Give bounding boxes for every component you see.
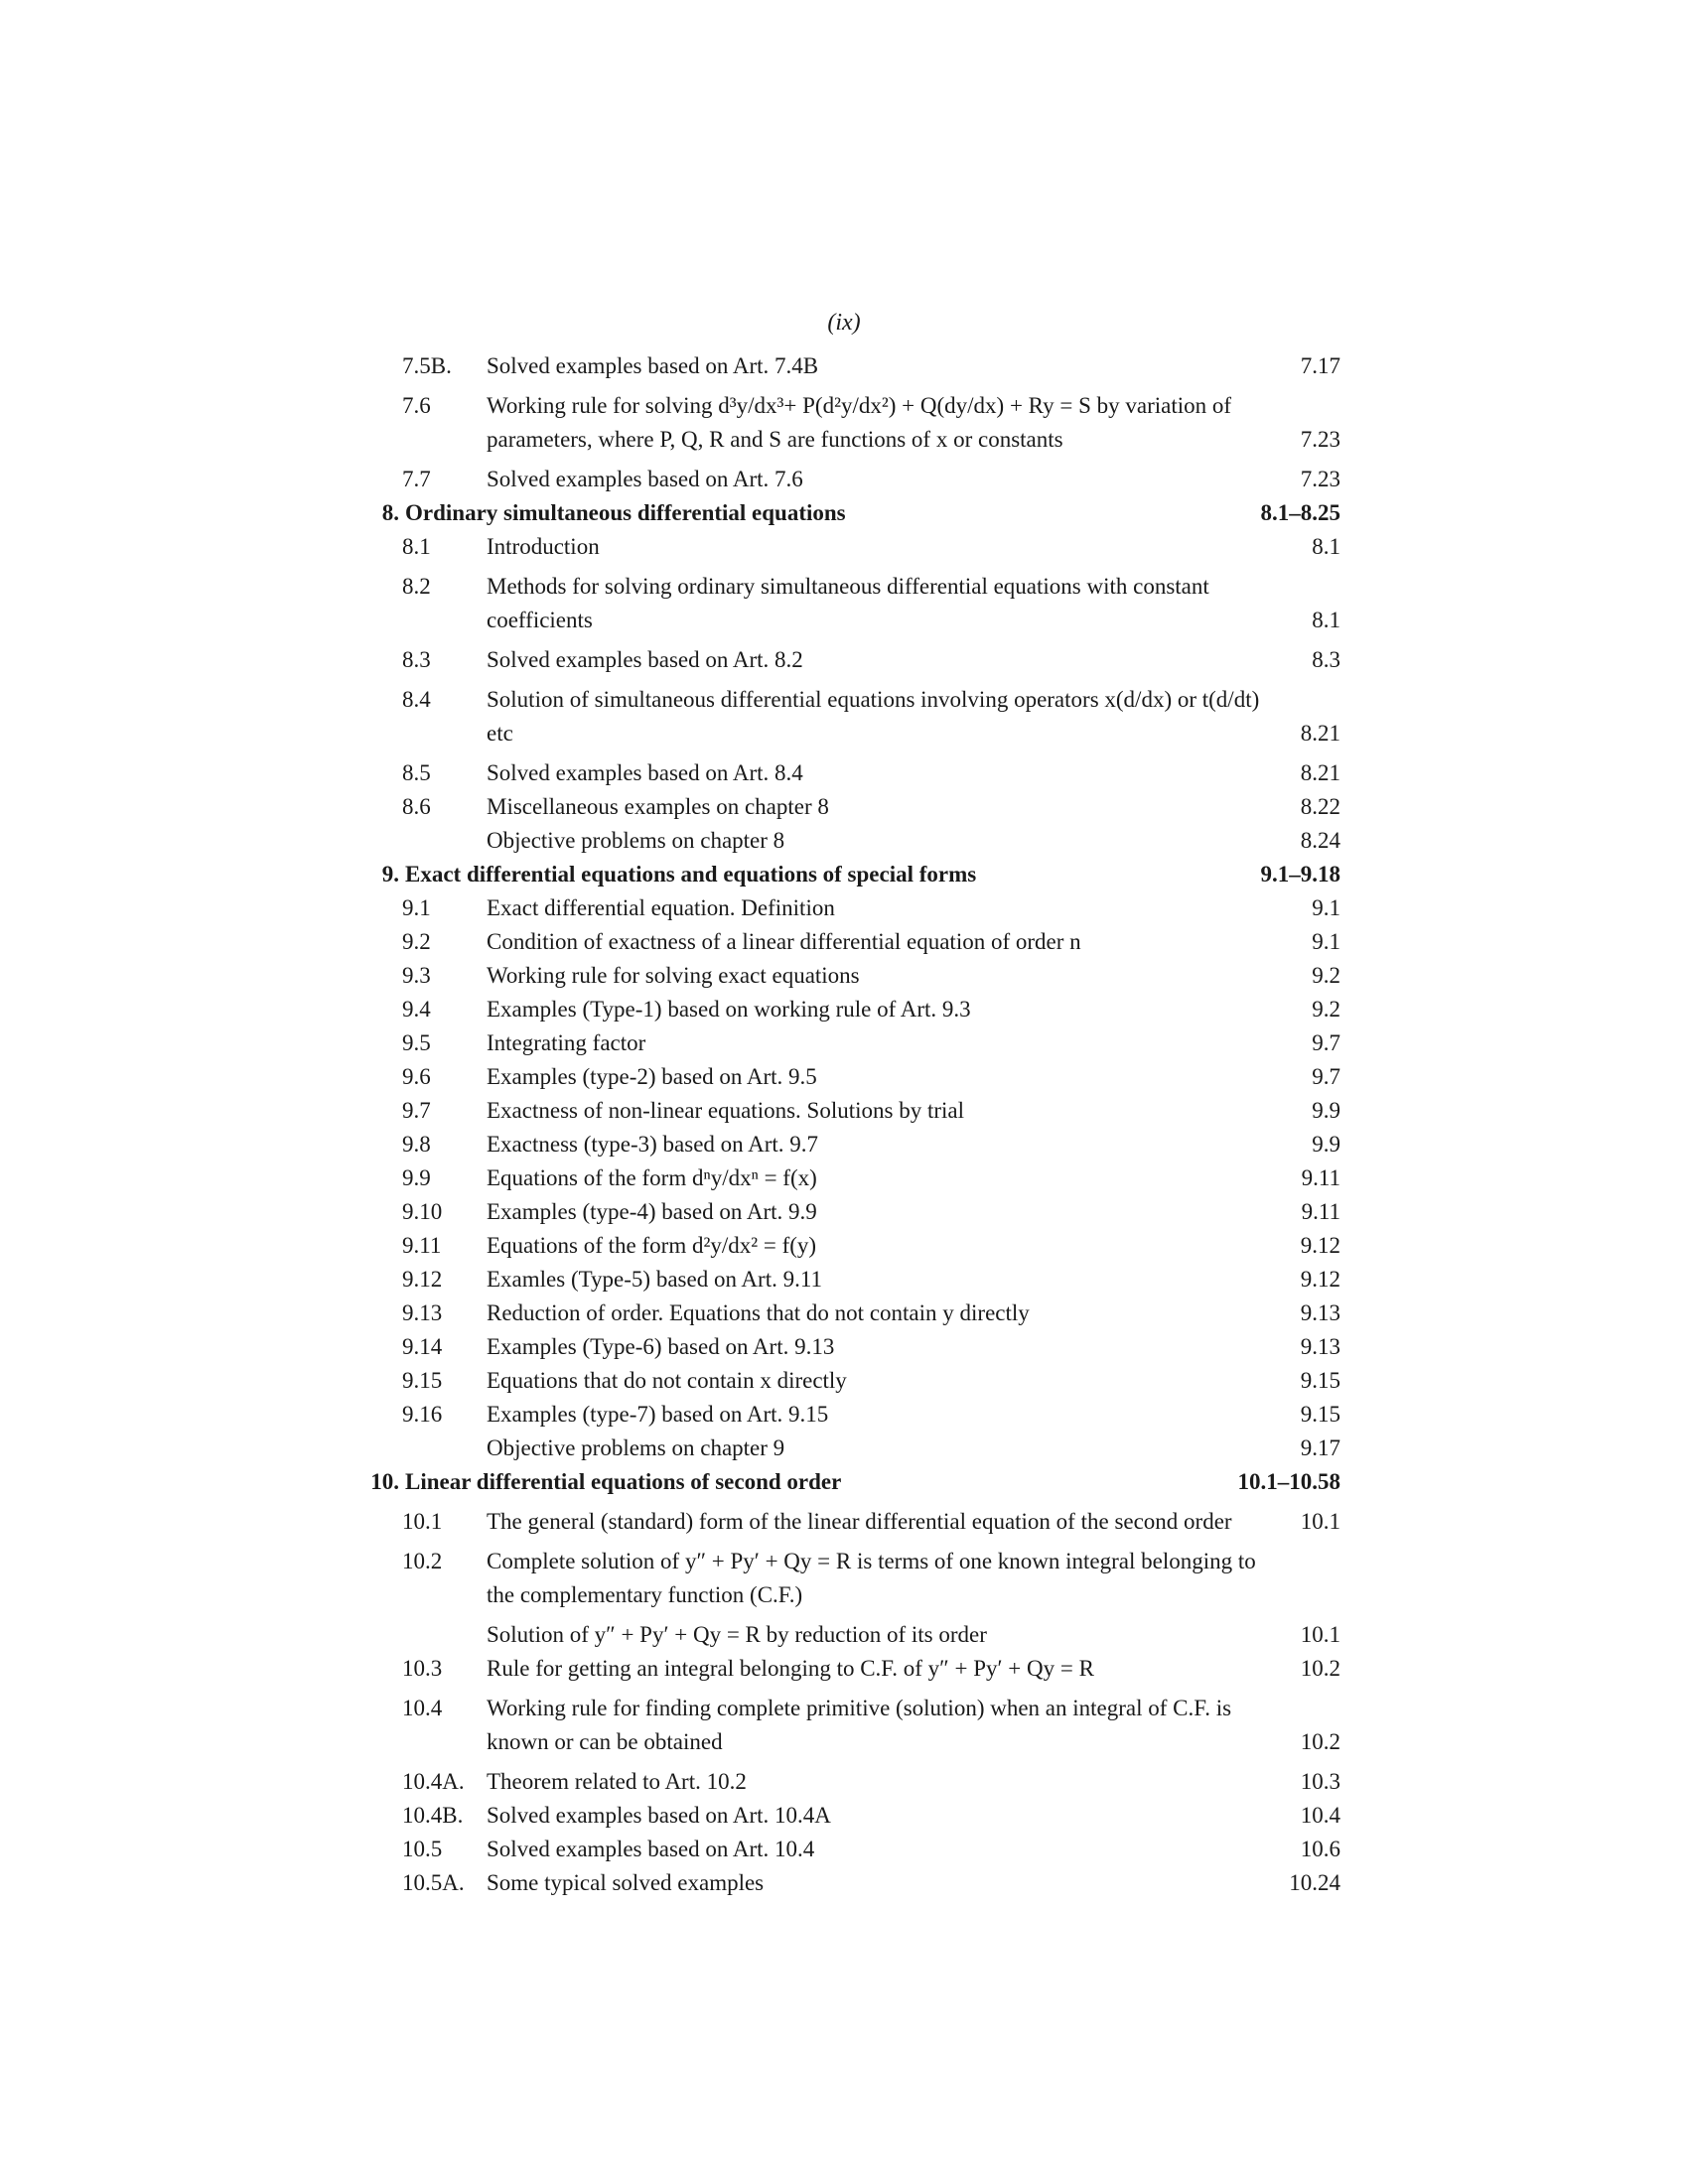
toc-entry-page: 8.21 — [1300, 760, 1340, 785]
toc-entry-title: Objective problems on chapter 9 — [487, 1435, 785, 1460]
toc-entry-number: 9.12 — [402, 1267, 443, 1292]
toc-entry-page: 10.24 — [1289, 1870, 1340, 1895]
toc-section-row — [338, 1330, 1340, 1364]
toc-section-row — [338, 925, 1340, 959]
toc-section-row — [338, 1263, 1340, 1297]
toc-entry-number: 8.1 — [402, 534, 431, 559]
toc-entry-number: 10.3 — [402, 1656, 443, 1681]
toc-section-row — [338, 349, 1340, 383]
toc-entry-page: 8.1 — [1312, 608, 1340, 632]
toc-entry-number: 9.11 — [402, 1233, 442, 1258]
toc-entry-title: Working rule for solving d³y/dx³+ P(d²y/dx²) + Q(dy/dx) + Ry = S by variation of parameters, where P, Q, R and S are functions of x or constants — [487, 393, 1232, 452]
toc-section-row — [338, 1765, 1340, 1799]
toc-entry-title: Solved examples based on Art. 10.4 — [487, 1837, 815, 1861]
toc-entry-title: Examples (Type-6) based on Art. 9.13 — [487, 1334, 835, 1359]
toc-entry-number: 9.16 — [402, 1402, 443, 1427]
toc-section-row — [338, 1128, 1340, 1161]
toc-entry-number: 8.2 — [402, 574, 431, 599]
toc-section-row — [338, 1692, 1340, 1759]
toc-entry-page: 7.23 — [1300, 427, 1340, 452]
toc-entry-title: Reduction of order. Equations that do not contain y directly — [487, 1300, 1030, 1325]
toc-entry-page: 8.24 — [1300, 828, 1340, 853]
toc-entry-number: 10.5 — [402, 1837, 443, 1861]
toc-entry-title: Theorem related to Art. 10.2 — [487, 1769, 747, 1794]
toc-entry-number: 9.3 — [402, 963, 431, 988]
toc-entry-title: Examples (Type-1) based on working rule of Art. 9.3 — [487, 997, 971, 1022]
toc-entry-title: Working rule for solving exact equations — [487, 963, 860, 988]
toc-entry-number: 9. — [381, 862, 399, 887]
toc-entry-number: 8.4 — [402, 687, 431, 712]
toc-entry-page: 9.1 — [1312, 929, 1340, 954]
toc-entry-number: 9.9 — [402, 1165, 431, 1190]
toc-entry-number: 9.13 — [402, 1300, 443, 1325]
toc-entry-number: 9.2 — [402, 929, 431, 954]
toc-entry-number: 9.1 — [402, 895, 431, 920]
toc-entry-title: Examles (Type-5) based on Art. 9.11 — [487, 1267, 822, 1292]
toc-entry-page: 9.17 — [1300, 1435, 1340, 1460]
toc-section-row — [338, 891, 1340, 925]
toc-entry-page: 9.15 — [1300, 1368, 1340, 1393]
toc-entry-page: 8.22 — [1300, 794, 1340, 819]
toc-entry-page: 10.1 — [1300, 1622, 1340, 1647]
toc-section-row — [338, 463, 1340, 496]
toc-section-row — [338, 570, 1340, 637]
toc-entry-number: 9.15 — [402, 1368, 443, 1393]
toc-section-row — [338, 1618, 1340, 1652]
toc-entry-title: Ordinary simultaneous differential equations — [405, 500, 846, 525]
toc-entry-page: 10.4 — [1300, 1803, 1340, 1828]
toc-entry-page: 9.9 — [1312, 1098, 1340, 1123]
toc-entry-page: 9.2 — [1312, 997, 1340, 1022]
toc-entry-title: Condition of exactness of a linear differential equation of order n — [487, 929, 1081, 954]
toc-entry-title: Exact differential equations and equations of special forms — [405, 862, 977, 887]
toc-entry-title: Integrating factor — [487, 1030, 646, 1055]
toc-entry-page: 9.12 — [1300, 1267, 1340, 1292]
toc-entry-page: 8.1 — [1312, 534, 1340, 559]
toc-entry-page: 8.21 — [1300, 721, 1340, 746]
toc-entry-page: 9.1–9.18 — [1260, 862, 1340, 887]
toc-entry-title: Examples (type-2) based on Art. 9.5 — [487, 1064, 817, 1089]
toc-entry-number: 9.6 — [402, 1064, 431, 1089]
toc-entry-title: Examples (type-4) based on Art. 9.9 — [487, 1199, 817, 1224]
toc-entry-page: 9.13 — [1300, 1300, 1340, 1325]
toc-entry-number: 9.14 — [402, 1334, 443, 1359]
toc-entry-number: 9.8 — [402, 1132, 431, 1157]
toc-entry-page: 9.11 — [1301, 1199, 1340, 1224]
toc-entry-title: Solved examples based on Art. 7.4B — [487, 353, 819, 378]
toc-section-row — [338, 389, 1340, 457]
toc-chapter-row — [338, 1465, 1340, 1499]
toc-entry-title: Introduction — [487, 534, 600, 559]
toc-entry-page: 9.15 — [1300, 1402, 1340, 1427]
toc-entry-title: Solution of y″ + Py′ + Qy = R by reduction of its order — [487, 1622, 987, 1647]
toc-entry-number: 8.3 — [402, 647, 431, 672]
page-number: (ix) — [827, 310, 861, 336]
toc-section-row — [338, 1545, 1340, 1612]
toc-entry-title: Objective problems on chapter 8 — [487, 828, 785, 853]
toc-entry-number: 10.4 — [402, 1696, 443, 1720]
toc-entry-title: Complete solution of y″ + Py′ + Qy = R is terms of one known integral belonging to the complementary function (C.F.) — [487, 1549, 1256, 1607]
toc-entry-page: 9.7 — [1312, 1030, 1340, 1055]
toc-entry-title: Examples (type-7) based on Art. 9.15 — [487, 1402, 829, 1427]
toc-section-row — [338, 1833, 1340, 1866]
toc-entry-title: Rule for getting an integral belonging to C.F. of y″ + Py′ + Qy = R — [487, 1656, 1094, 1681]
toc-entry-page: 10.1–10.58 — [1237, 1469, 1340, 1494]
toc-entry-page: 9.7 — [1312, 1064, 1340, 1089]
table-of-contents — [338, 349, 1340, 1900]
toc-entry-title: Working rule for finding complete primitive (solution) when an integral of C.F. is known or can be obtained — [487, 1696, 1232, 1754]
toc-section-row — [338, 1398, 1340, 1432]
toc-section-row — [338, 1432, 1340, 1465]
toc-entry-page: 9.2 — [1312, 963, 1340, 988]
toc-entry-number: 7.5B. — [402, 353, 452, 378]
toc-entry-page: 7.23 — [1300, 467, 1340, 491]
toc-section-row — [338, 683, 1340, 751]
toc-entry-page: 9.1 — [1312, 895, 1340, 920]
toc-entry-title: Exact differential equation. Definition — [487, 895, 835, 920]
toc-chapter-row — [338, 858, 1340, 891]
toc-entry-number: 9.5 — [402, 1030, 431, 1055]
toc-entry-page: 8.3 — [1312, 647, 1340, 672]
toc-section-row — [338, 1364, 1340, 1398]
toc-entry-title: Linear differential equations of second order — [405, 1469, 842, 1494]
toc-entry-number: 8. — [381, 500, 399, 525]
toc-section-row — [338, 790, 1340, 824]
toc-entry-title: Solved examples based on Art. 8.2 — [487, 647, 803, 672]
toc-section-row — [338, 1866, 1340, 1900]
toc-entry-title: Exactness (type-3) based on Art. 9.7 — [487, 1132, 819, 1157]
toc-section-row — [338, 1195, 1340, 1229]
toc-entry-number: 9.10 — [402, 1199, 443, 1224]
toc-entry-number: 10.4B. — [402, 1803, 464, 1828]
toc-entry-number: 7.6 — [402, 393, 431, 418]
toc-section-row — [338, 643, 1340, 677]
toc-section-row — [338, 959, 1340, 993]
toc-entry-page: 9.12 — [1300, 1233, 1340, 1258]
toc-entry-page: 10.2 — [1300, 1729, 1340, 1754]
toc-entry-page: 10.3 — [1300, 1769, 1340, 1794]
toc-entry-number: 10.4A. — [402, 1769, 465, 1794]
toc-section-row — [338, 1161, 1340, 1195]
toc-entry-title: Solved examples based on Art. 8.4 — [487, 760, 803, 785]
toc-entry-title: The general (standard) form of the linear differential equation of the second order — [487, 1509, 1232, 1534]
toc-section-row — [338, 530, 1340, 564]
toc-entry-title: Miscellaneous examples on chapter 8 — [487, 794, 829, 819]
toc-entry-title: Solved examples based on Art. 7.6 — [487, 467, 803, 491]
toc-entry-title: Equations of the form dⁿy/dxⁿ = f(x) — [487, 1165, 817, 1190]
toc-section-row — [338, 1060, 1340, 1094]
toc-section-row — [338, 1652, 1340, 1686]
toc-entry-title: Equations of the form d²y/dx² = f(y) — [487, 1233, 817, 1258]
toc-entry-number: 10.2 — [402, 1549, 443, 1573]
toc-section-row — [338, 1229, 1340, 1263]
toc-entry-page: 9.9 — [1312, 1132, 1340, 1157]
toc-entry-number: 10.1 — [402, 1509, 443, 1534]
toc-section-row — [338, 1799, 1340, 1833]
toc-section-row — [338, 993, 1340, 1026]
toc-entry-title: Solved examples based on Art. 10.4A — [487, 1803, 831, 1828]
toc-entry-title: Methods for solving ordinary simultaneous differential equations with constant coefficients — [487, 574, 1209, 632]
toc-entry-number: 10.5A. — [402, 1870, 465, 1895]
toc-entry-title: Some typical solved examples — [487, 1870, 765, 1895]
toc-entry-number: 10. — [370, 1469, 399, 1494]
toc-entry-page: 9.11 — [1301, 1165, 1340, 1190]
toc-entry-number: 8.6 — [402, 794, 431, 819]
toc-entry-title: Solution of simultaneous differential equations involving operators x(d/dx) or t(d/dt) etc — [487, 687, 1260, 746]
toc-entry-title: Exactness of non-linear equations. Solutions by trial — [487, 1098, 964, 1123]
toc-section-row — [338, 1094, 1340, 1128]
toc-section-row — [338, 1026, 1340, 1060]
toc-entry-number: 9.7 — [402, 1098, 431, 1123]
toc-entry-page: 10.2 — [1300, 1656, 1340, 1681]
toc-section-row — [338, 824, 1340, 858]
toc-entry-page: 10.1 — [1300, 1509, 1340, 1534]
toc-entry-page: 8.1–8.25 — [1260, 500, 1340, 525]
toc-entry-number: 7.7 — [402, 467, 431, 491]
toc-entry-number: 8.5 — [402, 760, 431, 785]
toc-section-row — [338, 1505, 1340, 1539]
toc-section-row — [338, 1297, 1340, 1330]
toc-entry-title: Equations that do not contain x directly — [487, 1368, 847, 1393]
toc-entry-page: 9.13 — [1300, 1334, 1340, 1359]
toc-entry-page: 7.17 — [1300, 353, 1340, 378]
toc-section-row — [338, 756, 1340, 790]
toc-entry-page: 10.6 — [1300, 1837, 1340, 1861]
toc-entry-number: 9.4 — [402, 997, 431, 1022]
toc-chapter-row — [338, 496, 1340, 530]
